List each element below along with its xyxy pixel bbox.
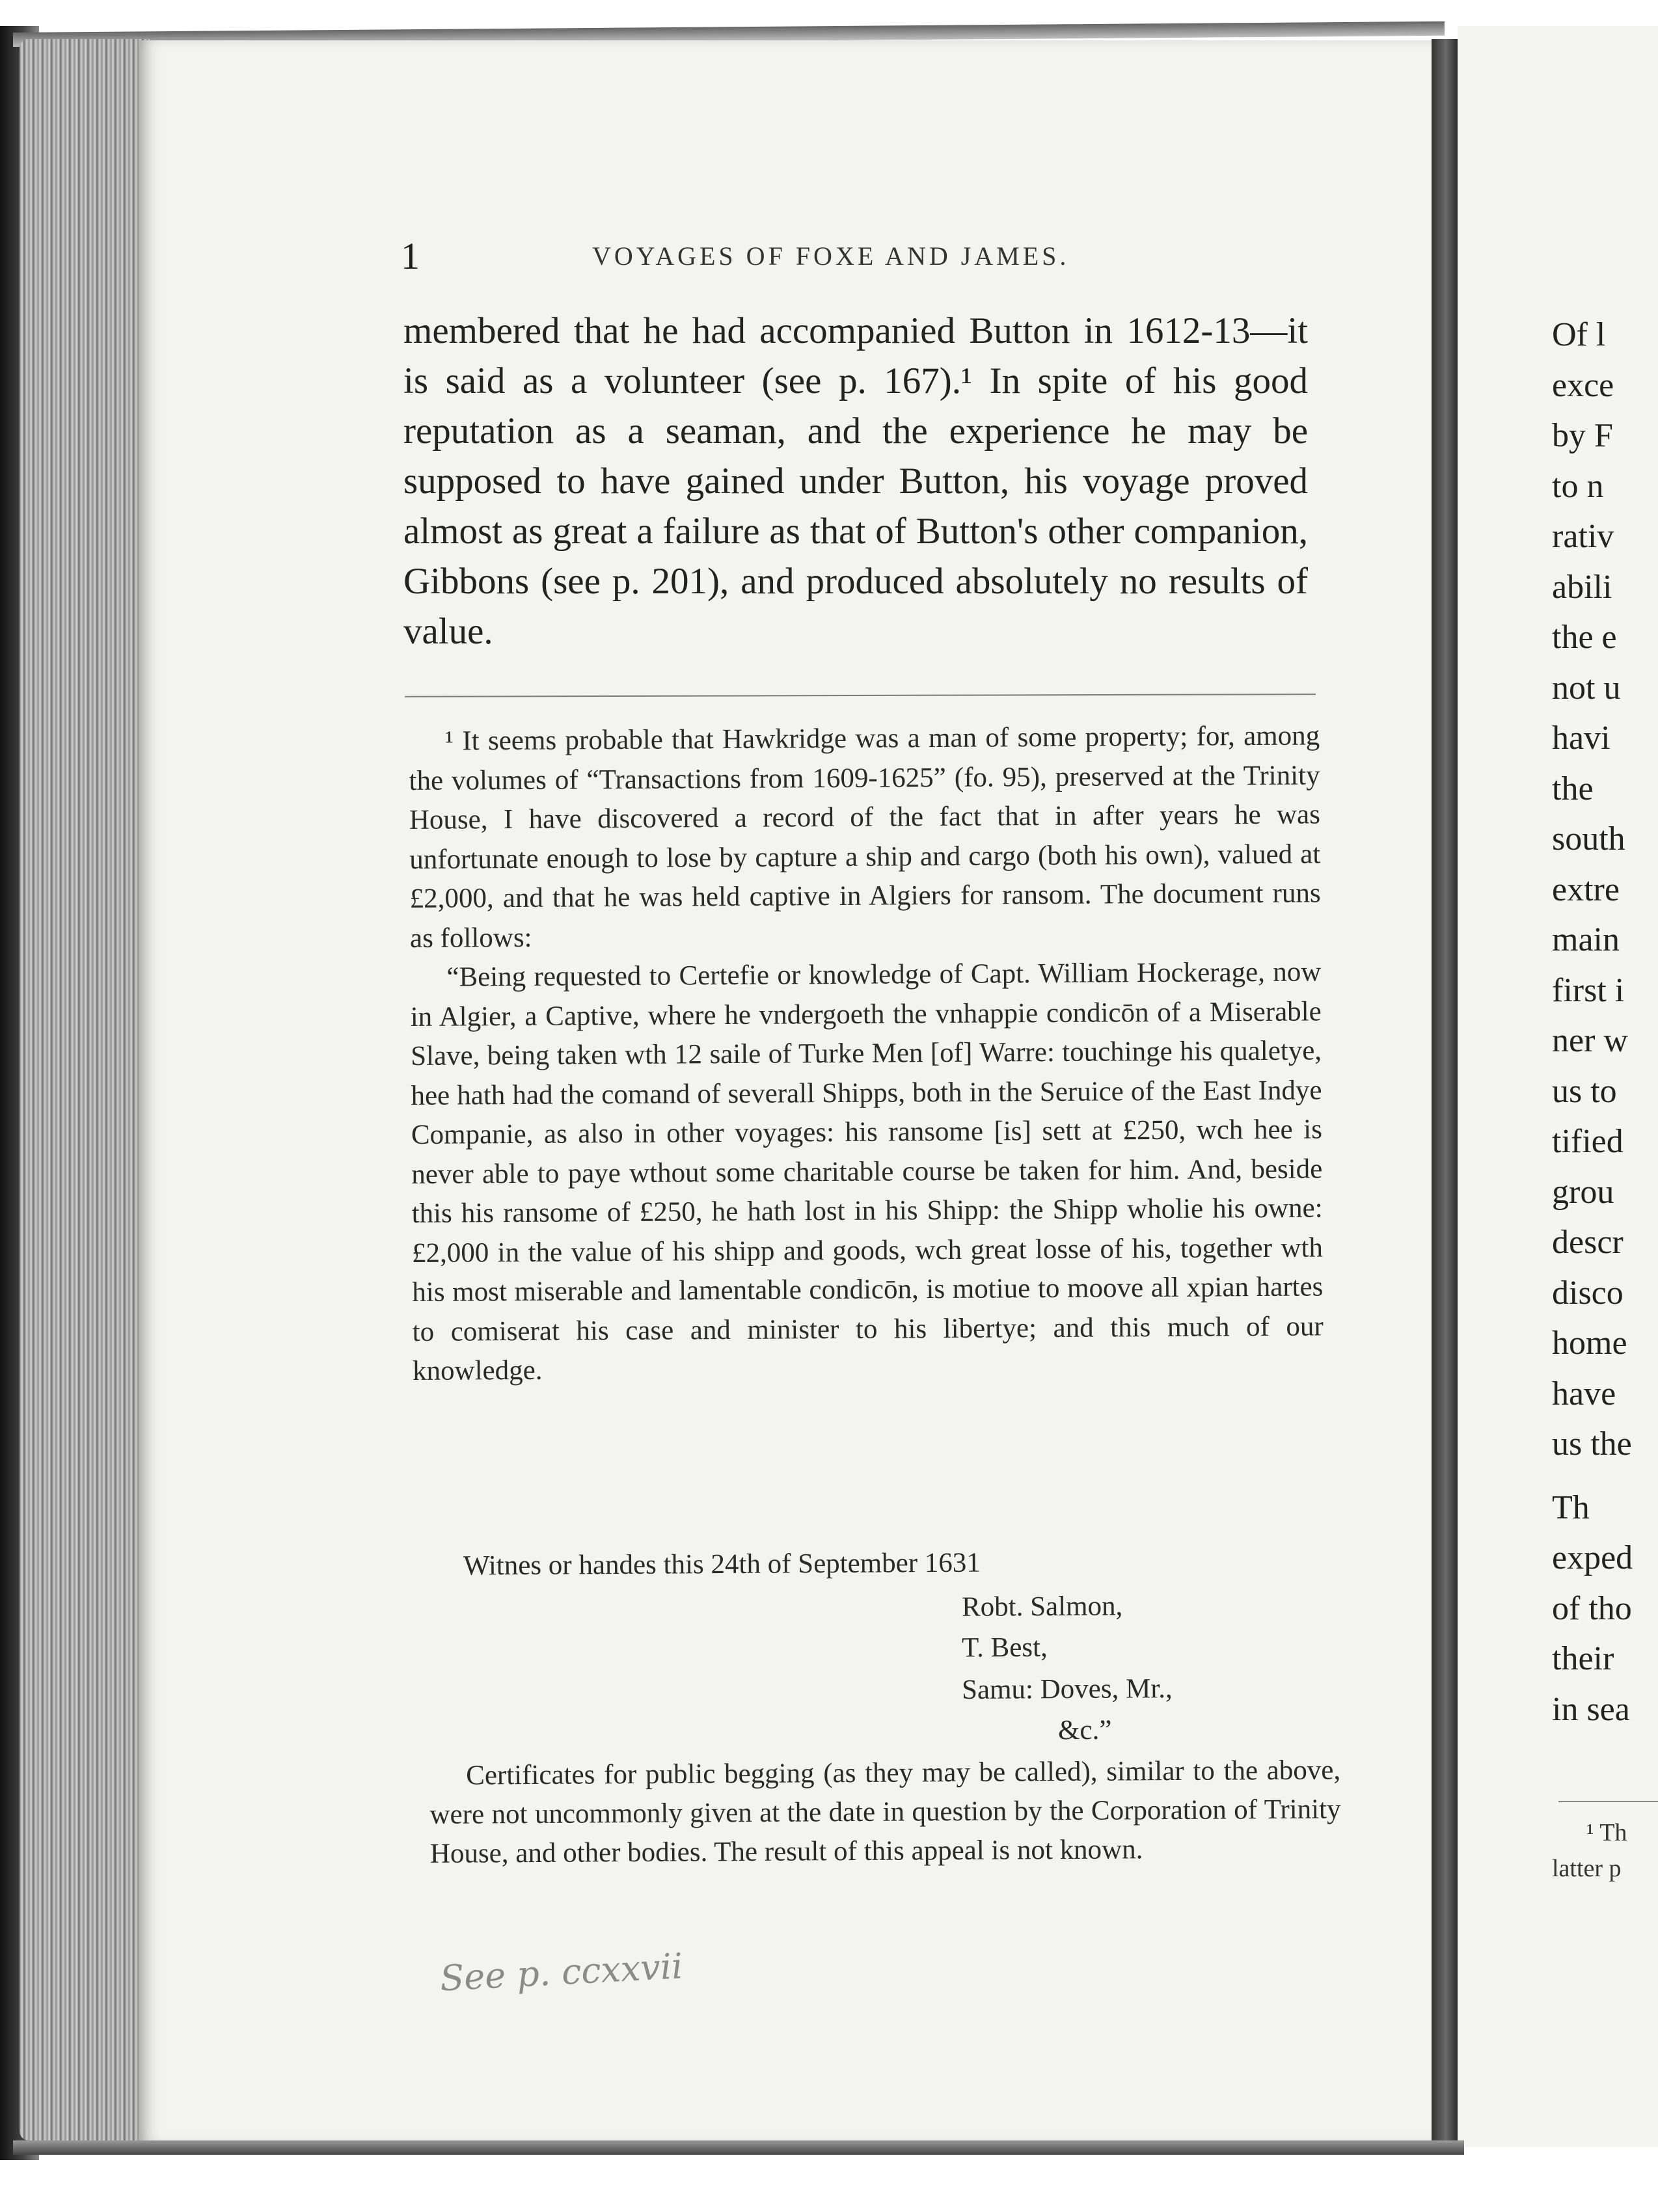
page-stack-edge <box>20 39 150 2140</box>
signature-line: &c.” <box>1057 1714 1112 1746</box>
right-page-line: Of l <box>1552 316 1606 353</box>
right-page-line: of tho <box>1552 1589 1632 1627</box>
right-page-line: havi <box>1552 720 1610 757</box>
right-page-line: descr <box>1552 1224 1624 1261</box>
footnote-witness: Witnes or handes this 24th of September 1631 <box>463 1547 981 1582</box>
right-page-line: tified <box>1552 1123 1624 1160</box>
running-head-title: VOYAGES OF FOXE AND JAMES. <box>592 241 1070 271</box>
right-page-line: home <box>1552 1325 1627 1362</box>
right-page-line: grou <box>1552 1173 1614 1211</box>
right-page-line: south <box>1552 820 1625 857</box>
right-page-footnote-line: ¹ Th <box>1586 1819 1627 1846</box>
right-page-line: by F <box>1552 417 1613 454</box>
footnote-quote: “Being requested to Certefie or knowledge of Capt. William Hockerage, now in Algier, a Captive, where he vndergoeth the vnhappie condicōn of a Miserable Slave, being taken wth 12 saile of Turke Men [of] Warre: touchinge his qualetye, hee hath had the comand of severall Shipps, both in the Seruice of the East Indye Companie, as also in other voyages: his ransome [is] sett at £250, wch hee is never able to paye wthout some charitable course be taken for him. And, beside this his ransome of £250, he hath lost in his Shipp: the Shipp wholie his owne: £2,000 in the value of his shipp and goods, wch great losse of his, together wth his most miserable and lamentable condicōn, is motiue to moove all xpian hartes to comiserat his case and minister to his libertye; and this much of our knowledge. <box>410 956 1324 1386</box>
right-page-line: extre <box>1552 870 1620 908</box>
right-page-line: exce <box>1552 366 1614 404</box>
signature-line: Samu: Doves, Mr., <box>961 1673 1173 1705</box>
body-paragraph-text: membered that he had accompanied Button in 1612-13—it is said as a volunteer (see p. 167).¹ In spite of his good reputation as a seaman, and the experience he may be supposed to have gained under Button, his voyage proved almost as great a failure as that of Button's other companion, Gibbons (see p. 201), and produced absolutely no results of value. <box>403 310 1308 652</box>
body-paragraph <box>403 306 1308 656</box>
footnote-closing-text: Certificates for public begging (as they may be called), similar to the above, were not uncommonly given at the date in question by the Corporation of Trinity House, and other bodies. The result of this appeal is not known. <box>429 1755 1341 1869</box>
right-page-line: ner w <box>1552 1022 1628 1059</box>
right-page-line: the e <box>1552 619 1617 656</box>
handwritten-note: See p. ccxxvii <box>439 1945 684 1999</box>
signature-line: Robt. Salmon, <box>961 1591 1123 1623</box>
right-page-line: us to <box>1552 1072 1617 1110</box>
right-page-footnote-line: latter p <box>1552 1855 1622 1882</box>
right-page-line: the <box>1552 770 1594 807</box>
page-number: 1 <box>401 235 420 277</box>
right-page-line: abili <box>1552 568 1612 606</box>
right-page-line: rativ <box>1552 518 1614 555</box>
right-page-line: exped <box>1552 1539 1633 1576</box>
right-page-line: have <box>1552 1375 1616 1412</box>
right-page-line: first i <box>1552 971 1625 1009</box>
right-page-line: Th <box>1552 1489 1590 1526</box>
book-gutter <box>1432 39 1458 2147</box>
right-page-line: to n <box>1552 467 1604 505</box>
footnote-closing <box>429 1751 1341 1874</box>
right-page-line: main <box>1552 921 1620 958</box>
right-page-line: disco <box>1552 1274 1624 1312</box>
right-page-line: us the <box>1552 1425 1632 1463</box>
footnote-intro: ¹ It seems probable that Hawkridge was a man of some property; for, among the volumes of “Transactions from 1609-1625” (fo. 95), preserved at the Trinity House, I have discovered a record of the fact that in after years he was unfortunate enough to lose by capture a ship and cargo (both his own), valued at £2,000, and that he was held captive in Algiers for ransom. The document runs as follows: <box>409 720 1321 954</box>
right-page-line: in sea <box>1552 1690 1630 1728</box>
bottom-page-edge <box>13 2140 1464 2155</box>
signature-line: T. Best, <box>961 1632 1048 1664</box>
right-page-line: their <box>1552 1640 1614 1677</box>
footnote <box>409 716 1324 1391</box>
right-page-footnote-rule <box>1558 1801 1658 1802</box>
right-page-line: not u <box>1552 669 1621 707</box>
